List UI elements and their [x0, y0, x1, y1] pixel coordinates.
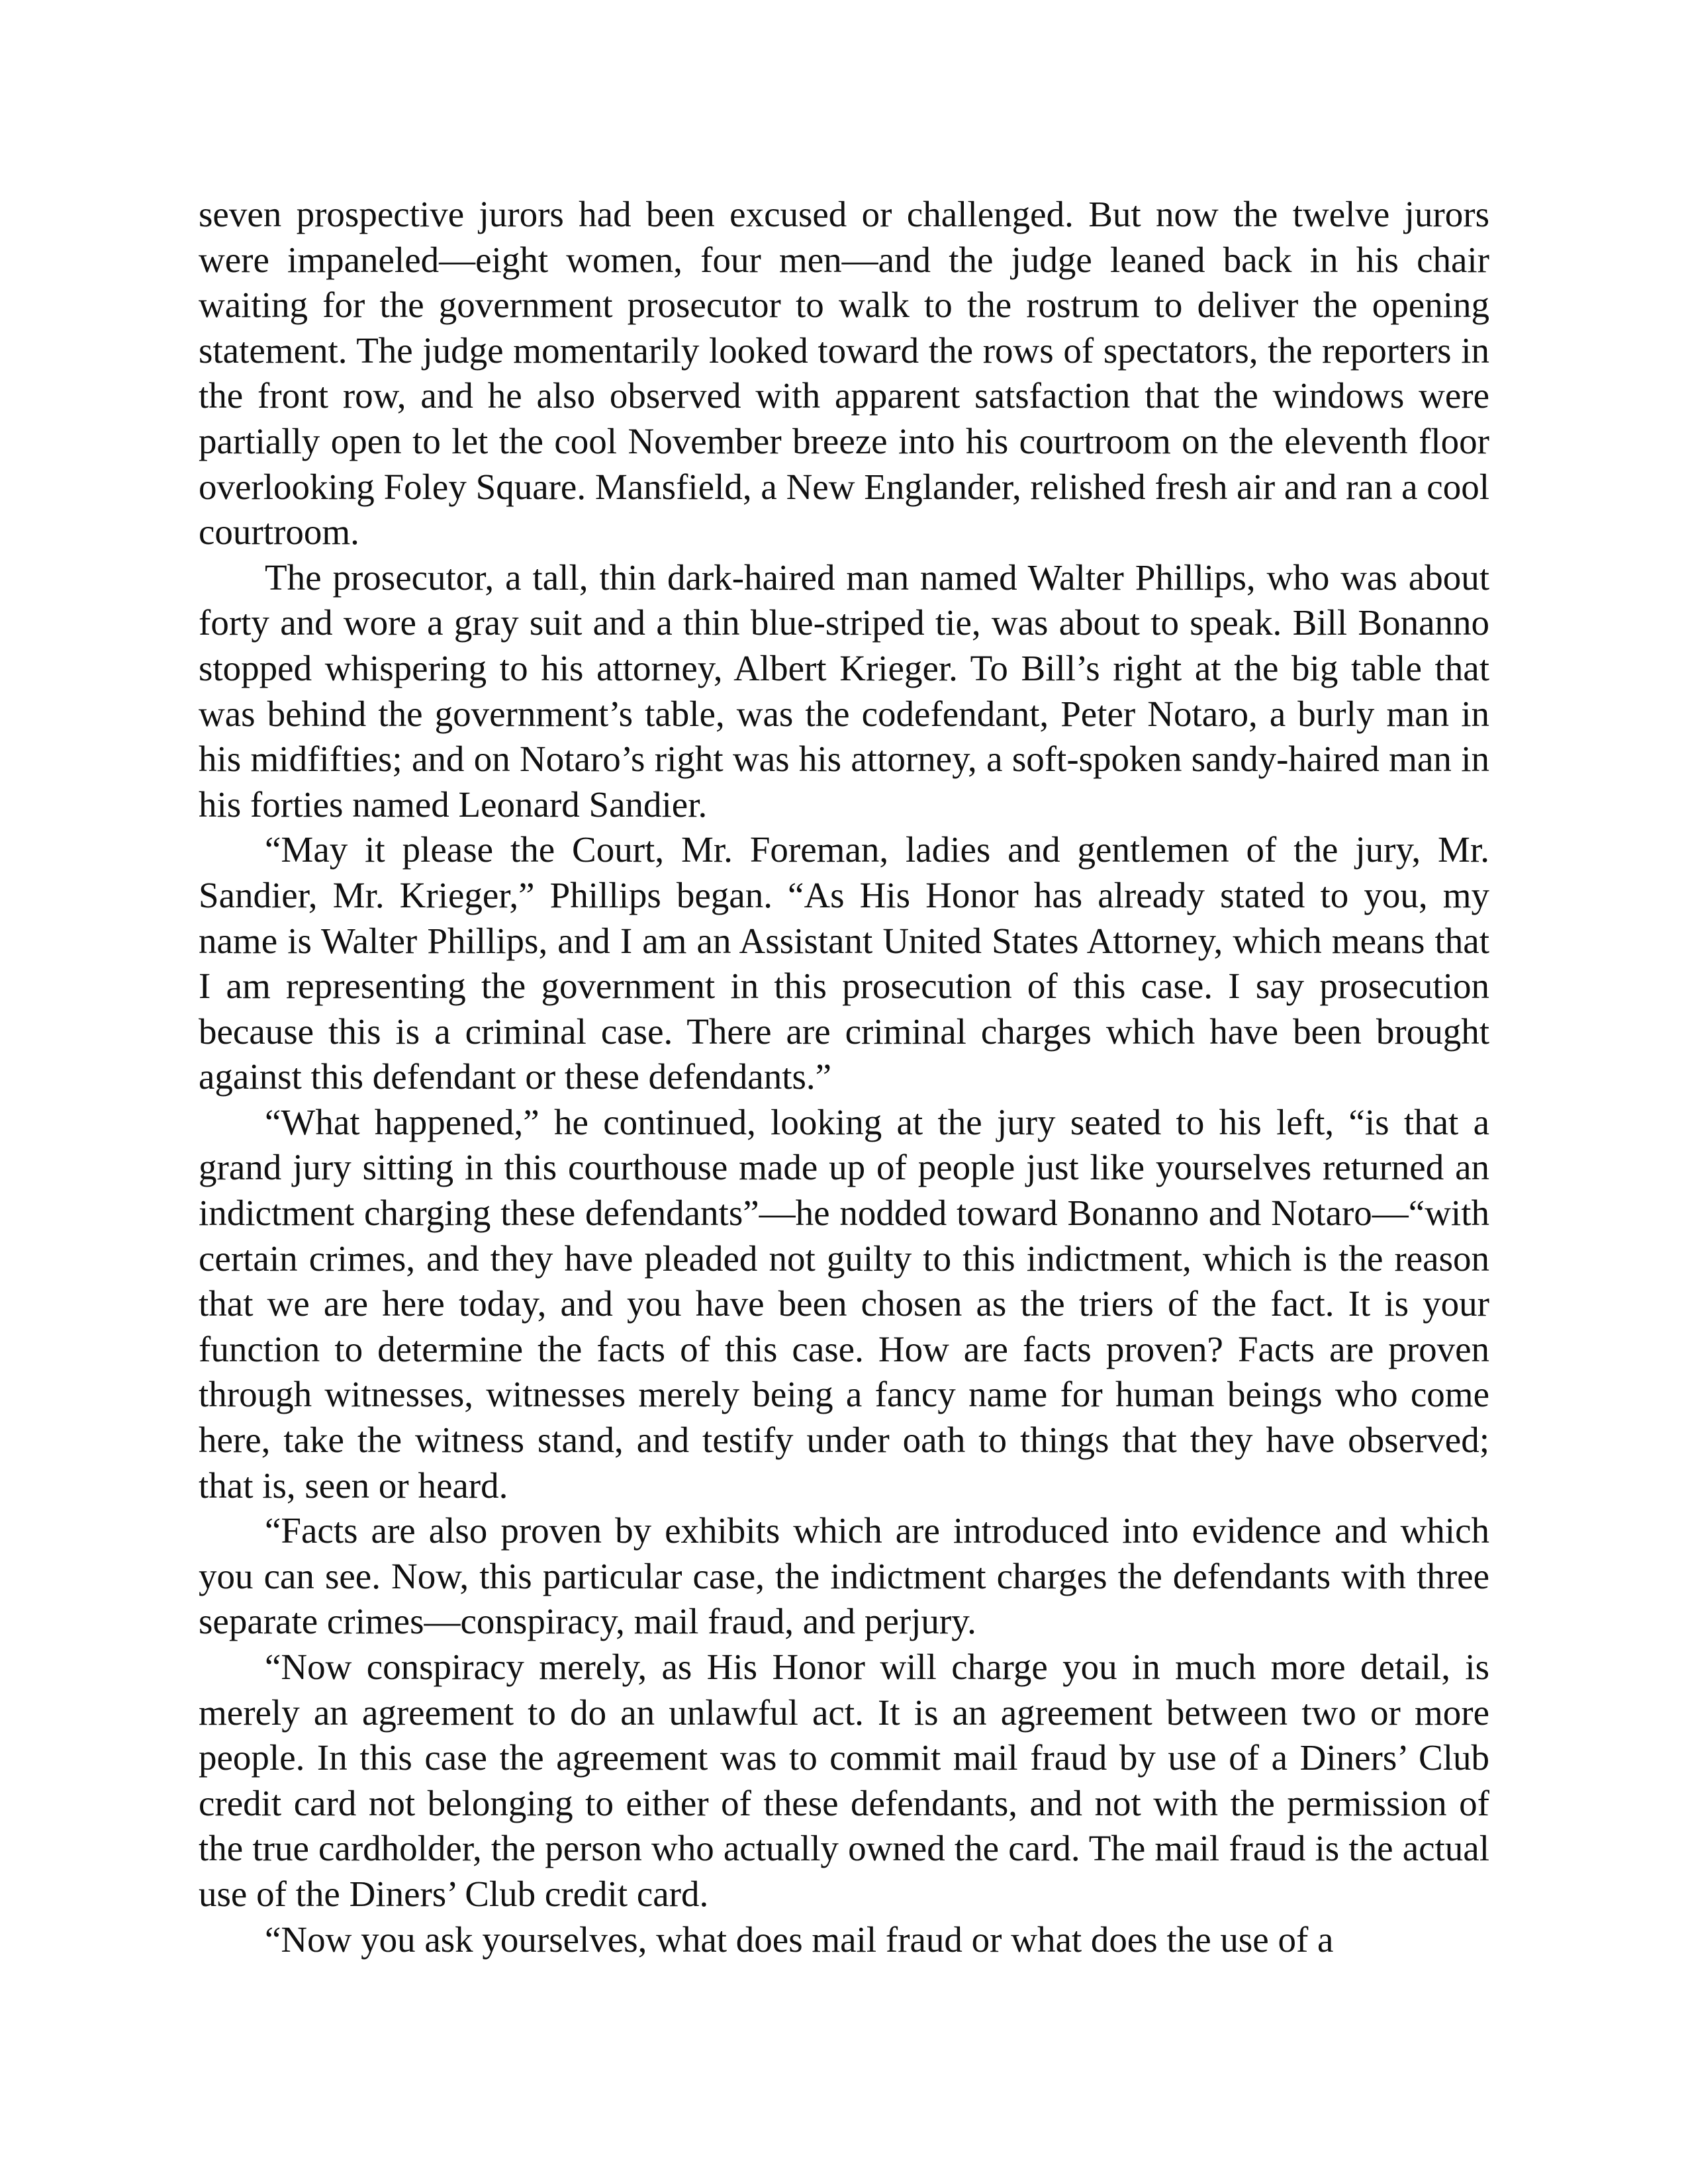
- paragraph-2: The prosecutor, a tall, thin dark-haired man named Walter Phillips, who was about forty and wore a gray suit and a thin blue-striped tie, was about to speak. Bill Bonanno stopped whispering to his attorney, Albert Krieger. To Bill’s right at the big table that was behind the government’s table, was the codefendant, Peter Notaro, a burly man in his midfifties; and on Notaro’s right was his attorney, a soft-spoken sandy-haired man in his forties named Leonard Sandier.: [199, 557, 1489, 825]
- paragraph-5: “Facts are also proven by exhibits which are introduced into evidence and which you can see. Now, this particular case, the indictment charges the defendants with three separate crimes—conspiracy, mail fraud, and perjury.: [199, 1510, 1489, 1642]
- paragraph-6: “Now conspiracy merely, as His Honor will charge you in much more detail, is merely an agreement to do an unlawful act. It is an agreement between two or more people. In this case the agreement was to commit mail fraud by use of a Diners’ Club credit card not belonging to either of these defendants, and not with the permission of the true cardholder, the person who actually owned the card. The mail fraud is the actual use of the Diners’ Club credit card.: [199, 1647, 1489, 1914]
- paragraph-1: seven prospective jurors had been excused or challenged. But now the twelve jurors were impaneled—eight women, four men—and the judge leaned back in his chair waiting for the government prosecutor to walk to the rostrum to deliver the opening statement. The judge momentarily looked toward the rows of spectators, the reporters in the front row, and he also observed with apparent satsfaction that the windows were partially open to let the cool November breeze into his courtroom on the eleventh floor overlooking Foley Square. Mansfield, a New Englander, relished fresh air and ran a cool courtroom.: [199, 194, 1489, 553]
- body-text: [199, 192, 1489, 1962]
- paragraph-7: “Now you ask yourselves, what does mail fraud or what does the use of a: [265, 1919, 1334, 1960]
- paragraph-3: “May it please the Court, Mr. Foreman, ladies and gentlemen of the jury, Mr. Sandier, Mr. Krieger,” Phillips began. “As His Honor has already stated to you, my name is Walter Phillips, and I am an Assistant United States Attorney, which means that I am representing the government in this prosecution of this case. I say prosecution because this is a criminal case. There are criminal charges which have been brought against this defendant or these defendants.”: [199, 829, 1489, 1097]
- paragraph-4: “What happened,” he continued, looking at the jury seated to his left, “is that a grand jury sitting in this courthouse made up of people just like yourselves returned an indictment charging these defendants”—he nodded toward Bonanno and Notaro—“with certain crimes, and they have pleaded not guilty to this indictment, which is the reason that we are here today, and you have been chosen as the triers of the fact. It is your function to determine the facts of this case. How are facts proven? Facts are proven through witnesses, witnesses merely being a fancy name for human beings who come here, take the witness stand, and testify under oath to things that they have observed; that is, seen or heard.: [199, 1101, 1489, 1506]
